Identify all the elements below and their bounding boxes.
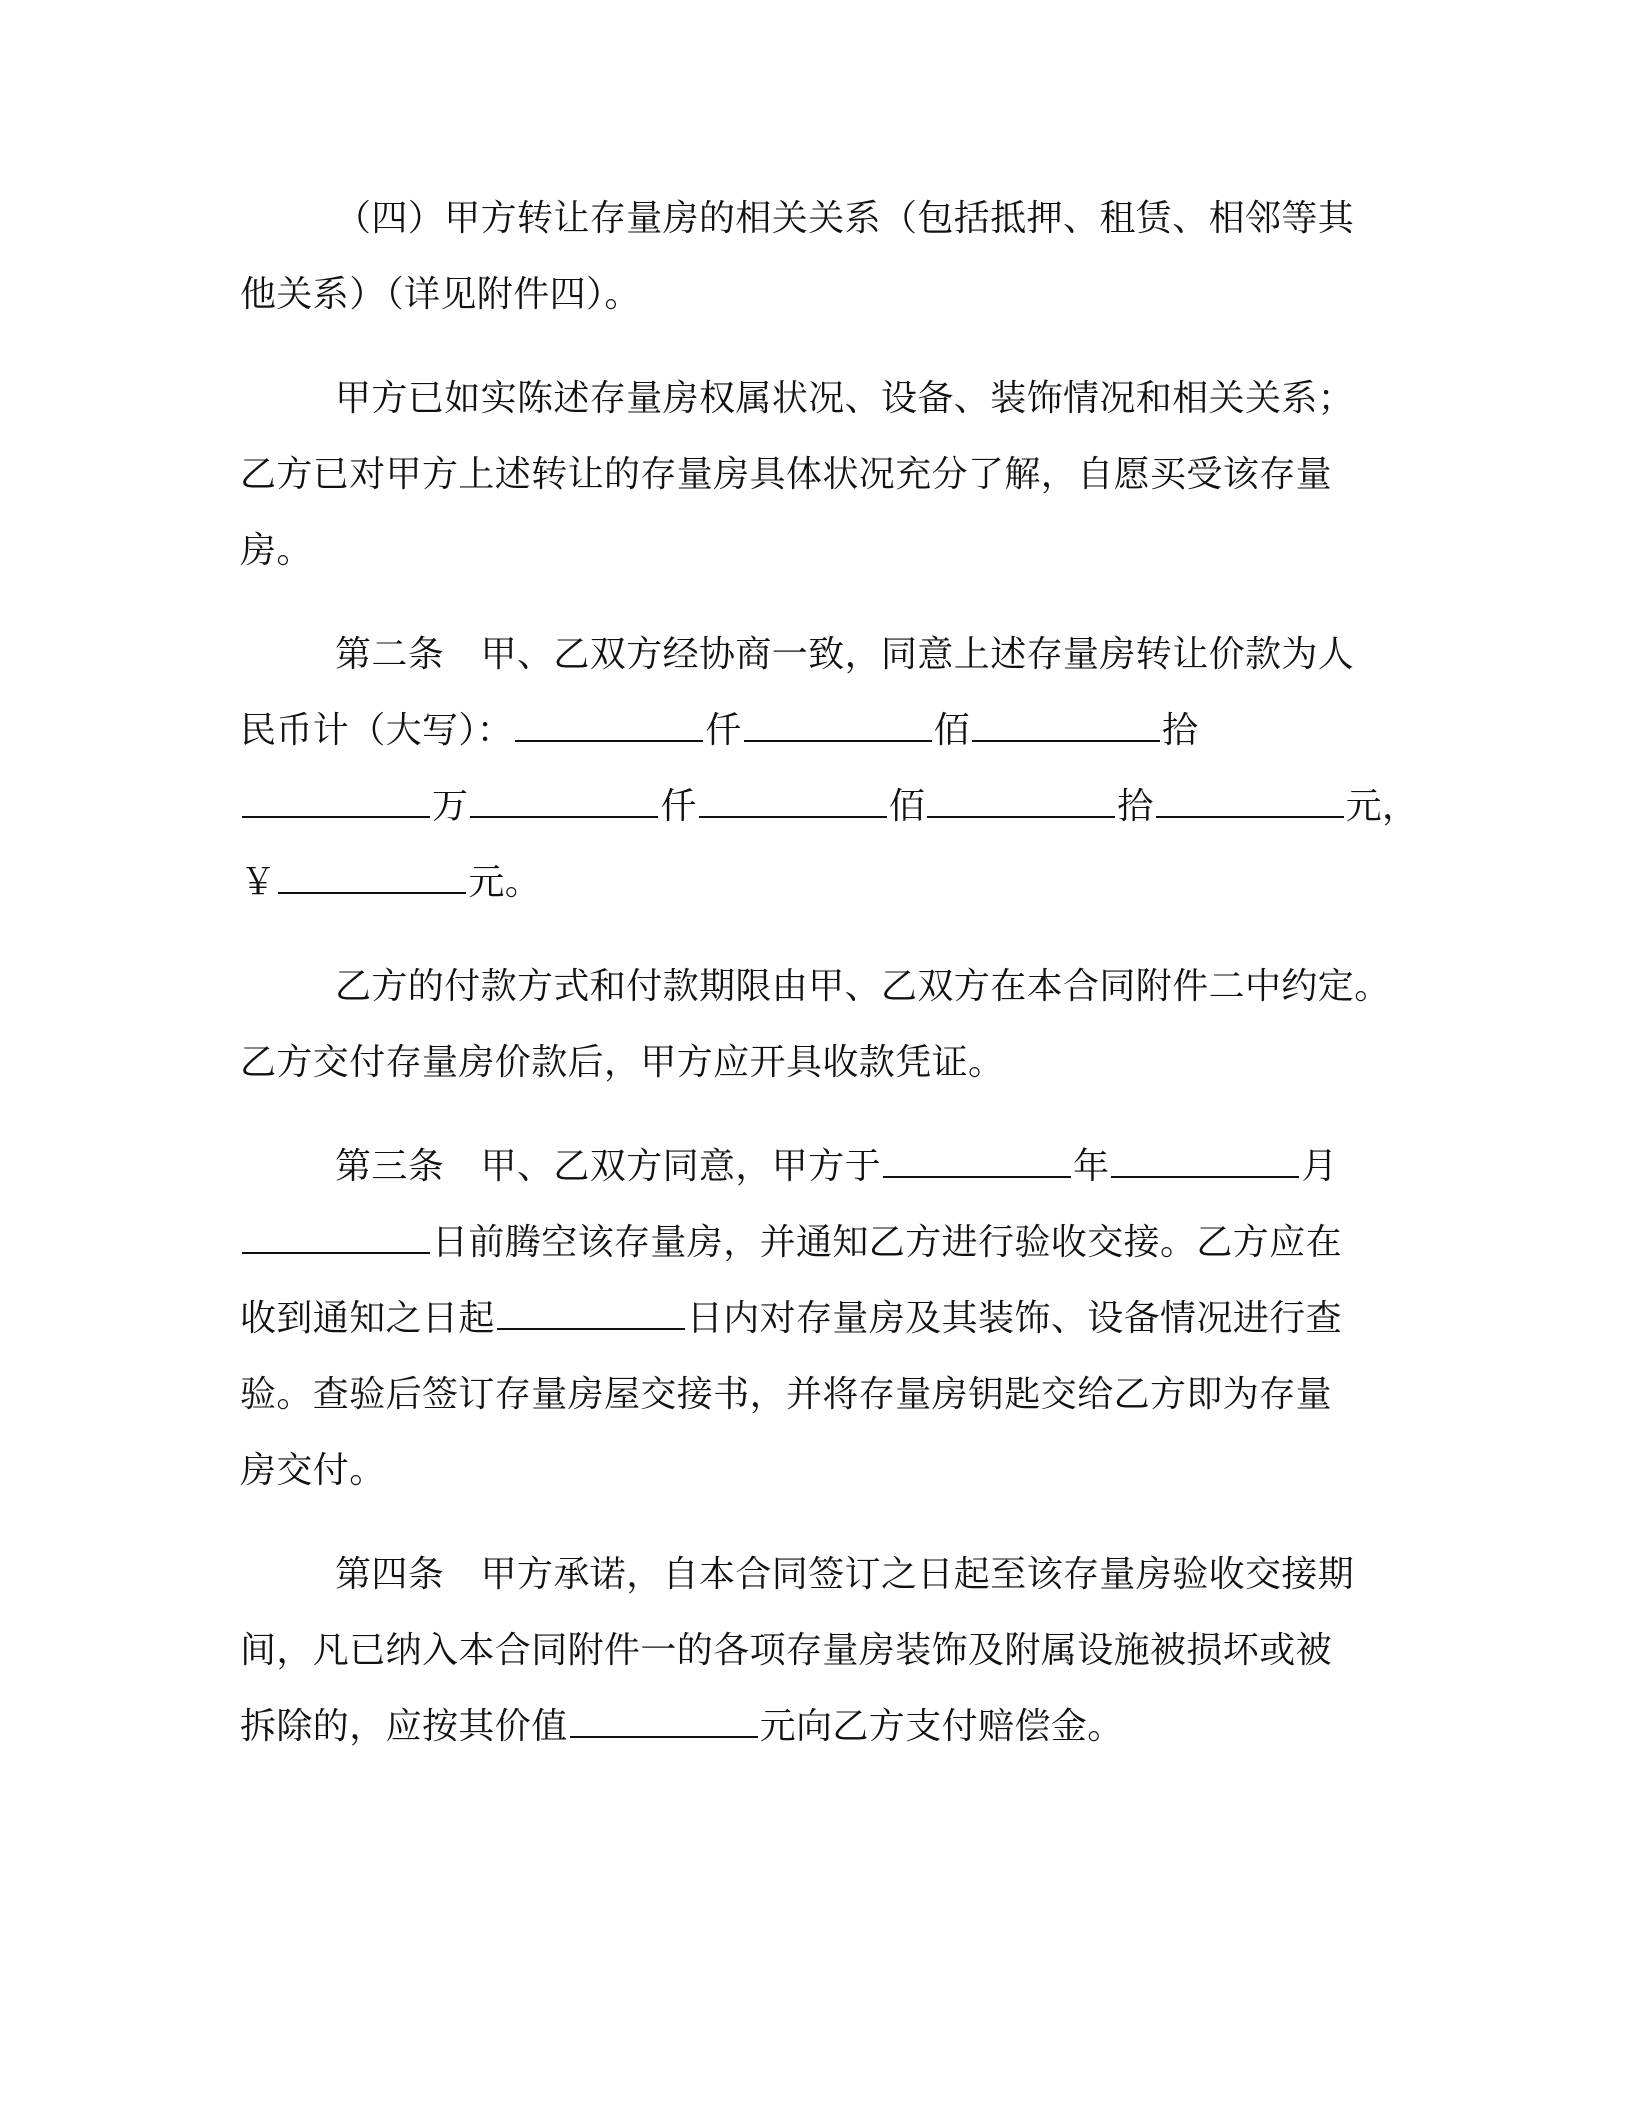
blank-field — [699, 786, 887, 818]
text-line: 间，凡已纳入本合同附件一的各项存量房装饰及附属设施被损坏或被 — [240, 1630, 1333, 1671]
blank-field — [278, 862, 466, 894]
blank-field — [497, 1298, 685, 1330]
text-line: 乙方交付存量房价款后，甲方应开具收款凭证。 — [240, 1042, 1005, 1083]
blank-field — [883, 1146, 1071, 1178]
blank-field — [515, 710, 703, 742]
text-line: 收到通知之日起 日内对存量房及其装饰、设备情况进行查 — [240, 1298, 1343, 1339]
article-2-line: 第二条 甲、乙双方经协商一致，同意上述存量房转让价款为人 — [335, 634, 1355, 675]
blank-field — [1156, 786, 1344, 818]
price-line-2: 万 仟 佰 拾 元， — [240, 784, 1418, 830]
blank-field — [1111, 1146, 1299, 1178]
price-line-3: ￥ 元。 — [240, 862, 542, 903]
text-line: 验。查验后签订存量房屋交接书，并将存量房钥匙交给乙方即为存量 — [240, 1374, 1333, 1415]
blank-field — [570, 1706, 758, 1738]
blank-field — [972, 710, 1160, 742]
price-line-1: 民币计（大写）： 仟 佰 拾 — [240, 710, 1199, 751]
text-line: （四）甲方转让存量房的相关关系（包括抵押、租赁、相邻等其 — [335, 198, 1355, 239]
blank-field — [470, 786, 658, 818]
text-line: 乙方的付款方式和付款期限由甲、乙双方在本合同附件二中约定。 — [335, 966, 1391, 1007]
text-line: 甲方已如实陈述存量房权属状况、设备、装饰情况和相关关系； — [335, 378, 1355, 419]
text-line: 他关系）（详见附件四）。 — [240, 274, 641, 315]
text-line: 房。 — [240, 530, 313, 571]
text-line: 房交付。 — [240, 1450, 386, 1491]
article-4-line: 第四条 甲方承诺，自本合同签订之日起至该存量房验收交接期 — [335, 1554, 1355, 1595]
blank-field — [744, 710, 932, 742]
blank-field — [242, 786, 430, 818]
blank-field — [242, 1222, 430, 1254]
text-line: 拆除的，应按其价值 元向乙方支付赔偿金。 — [240, 1706, 1124, 1747]
text-line: 乙方已对甲方上述转让的存量房具体状况充分了解，自愿买受该存量 — [240, 454, 1333, 495]
text-line: 日前腾空该存量房，并通知乙方进行验收交接。乙方应在 — [240, 1220, 1342, 1266]
article-3-line: 第三条 甲、乙双方同意，甲方于 年 月 — [335, 1146, 1338, 1187]
blank-field — [927, 786, 1115, 818]
